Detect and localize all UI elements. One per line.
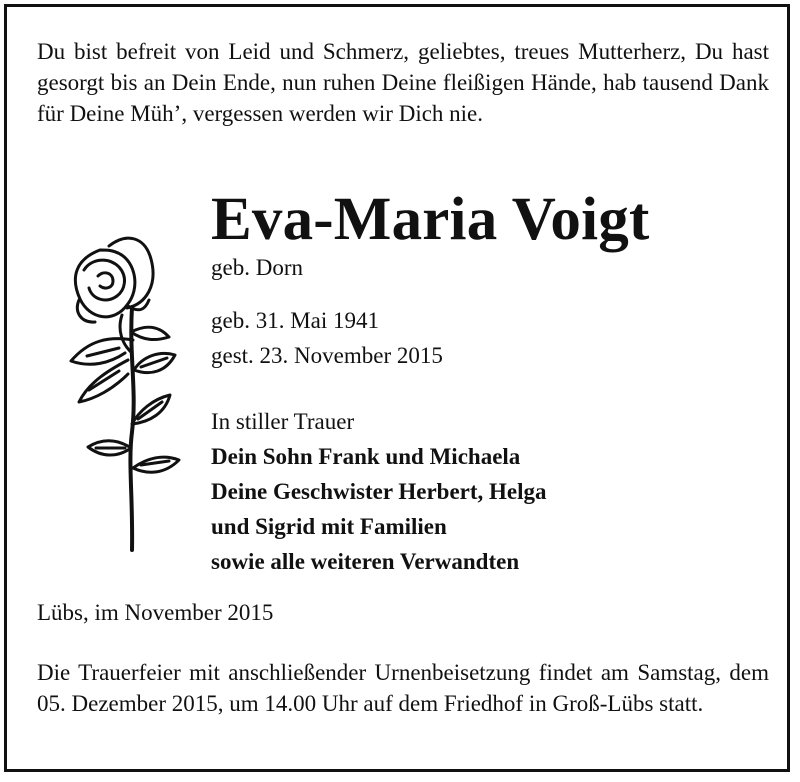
death-date: gest. 23. November 2015: [211, 343, 443, 368]
intro-poem: Du bist befreit von Leid und Schmerz, geliebtes, treues Mutterherz, Du hast gesorgt bis an Dein Ende, nun ruhen Deine fleißigen Hände, hab tausend Dank für Deine Müh’, vergessen werden wir Dich nie.: [37, 39, 769, 126]
mourner-line: Deine Geschwister Herbert, Helga: [211, 479, 547, 504]
mourner-line: und Sigrid mit Familien: [211, 514, 447, 539]
mourner-line: Dein Sohn Frank und Michaela: [211, 444, 521, 469]
birth-date: geb. 31. Mai 1941: [211, 308, 380, 333]
mourners-heading: In stiller Trauer: [211, 409, 355, 434]
deceased-name: Eva-Maria Voigt: [211, 186, 650, 253]
ceremony-details: Die Trauerfeier mit anschließender Urnenbeisetzung findet am Samstag, dem 05. Dezember 2015, um 14.00 Uhr auf dem Friedhof in Groß-Lübs statt.: [37, 660, 769, 716]
obituary-notice: [4, 4, 790, 772]
rose-icon: [37, 212, 187, 557]
place-date: Lübs, im November 2015: [37, 600, 274, 625]
mourner-line: sowie alle weiteren Verwandten: [211, 549, 520, 574]
maiden-name: geb. Dorn: [211, 255, 303, 280]
